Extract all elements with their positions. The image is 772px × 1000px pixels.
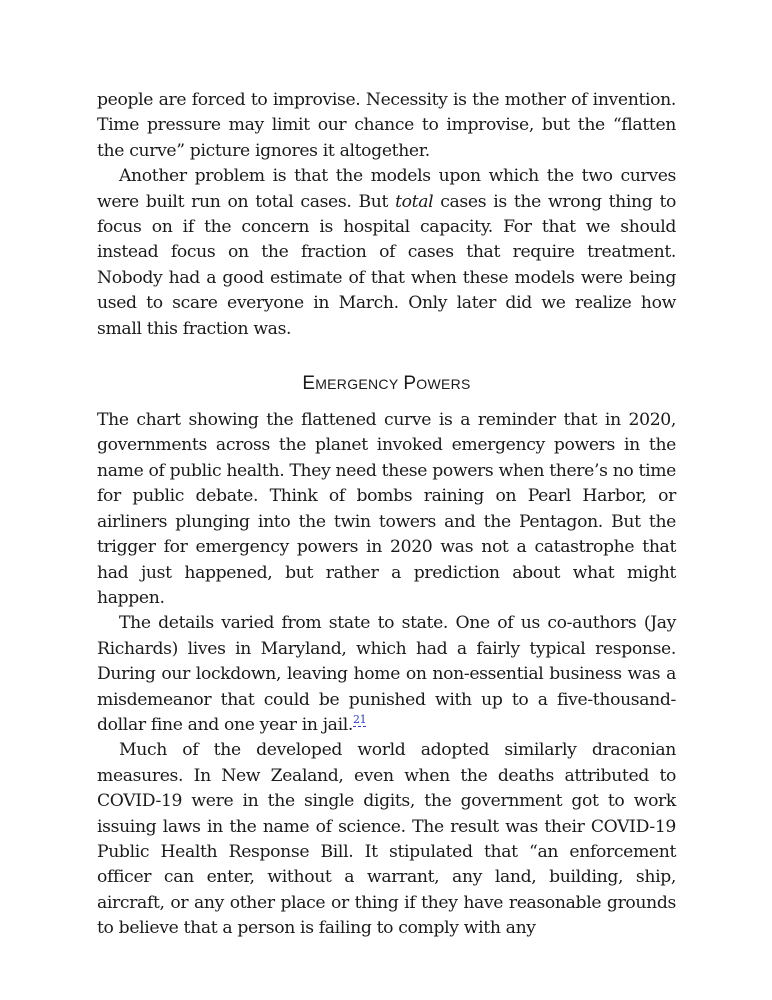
paragraph-text: Another problem is that the models upon which the two curves were built run on total cases. But — [97, 166, 676, 212]
heading-smallcaps-powers: OWERS — [416, 376, 471, 393]
heading-smallcaps-emergency: MERGENCY — [315, 376, 399, 393]
paragraph-maryland — [97, 611, 676, 738]
emphasis-total: total — [395, 191, 434, 212]
footnote-link-21[interactable]: 21 — [353, 713, 367, 727]
book-page — [97, 88, 676, 942]
paragraph-new-zealand: Much of the developed world adopted similarly draconian measures. In New Zealand, even when the deaths attributed to COVID-19 were in the single digits, the government got to work issuing laws in the name of science. The result was their COVID-19 Public Health Response Bill. It stipulated that “an enforcement officer can enter, without a warrant, any land, building, ship, aircraft, or any other place or thing if they have reasonable grounds to believe that a person is failing to comply with any — [97, 740, 676, 939]
section-heading-emergency-powers — [97, 371, 676, 397]
heading-cap-e: E — [302, 373, 316, 395]
paragraph-improvise: people are forced to improvise. Necessity is the mother of invention. Time pressure may limit our chance to improvise, but the “flatten the curve” picture ignores it altogether. — [97, 90, 676, 161]
paragraph-text: The details varied from state to state. One of us co-authors (Jay Richards) lives in Maryland, which had a fairly typical response. During our lockdown, leaving home on non-essential business was a misdemeanor that could be punished with up to a five-thousand-dollar fine and one year in jail. — [97, 613, 676, 735]
heading-cap-p: P — [403, 373, 417, 395]
paragraph-text: cases is the wrong thing to focus on if the concern is hospital capacity. For that we should instead focus on the fraction of cases that require treatment. Nobody had a good estimate of that when these models were being used to scare everyone in March. Only later did we realize how small this fraction was. — [97, 191, 677, 339]
paragraph-total-cases — [97, 164, 676, 342]
paragraph-flattened-curve: The chart showing the flattened curve is a reminder that in 2020, governments across the planet invoked emergency powers in the name of public health. They need these powers when there’s no time for public debate. Think of bombs raining on Pearl Harbor, or airliners plunging into the twin towers and the Pentagon. But the trigger for emergency powers in 2020 was not a catastrophe that had just happened, but rather a prediction about what might happen. — [97, 410, 676, 608]
